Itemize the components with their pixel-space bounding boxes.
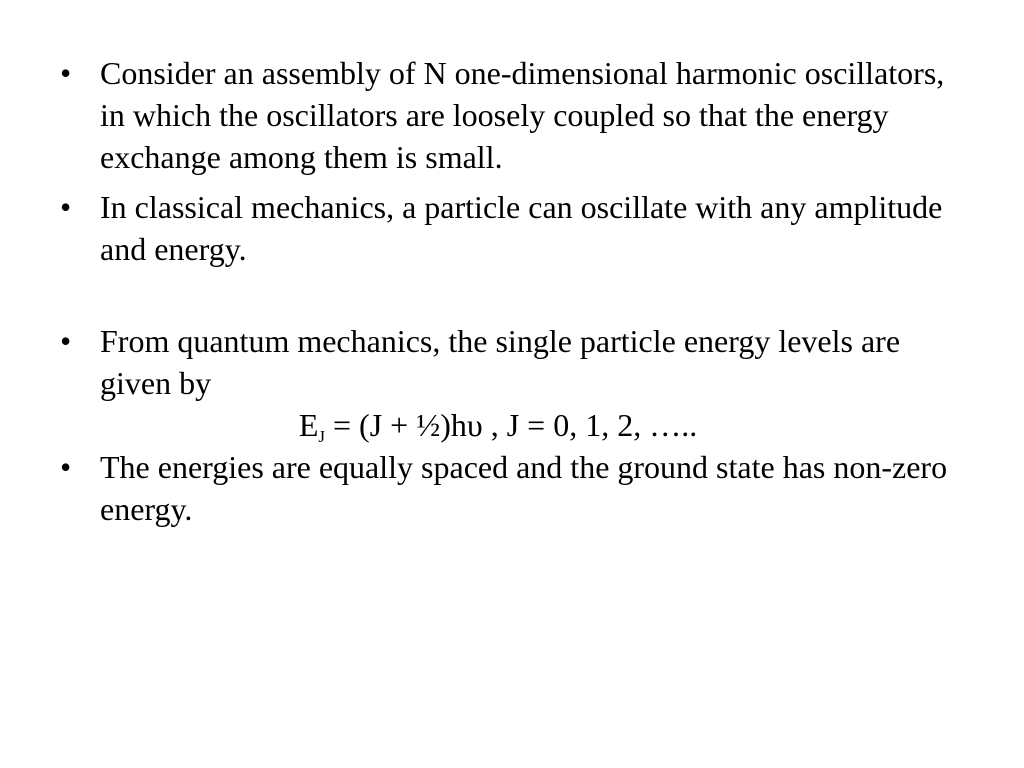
bullet-item-energies (58, 446, 958, 530)
equation-subscript: J (318, 427, 325, 446)
bullet-item-quantum (58, 320, 958, 404)
bullet-list (58, 52, 958, 530)
bullet-marker: • (60, 189, 72, 225)
equation-symbol: E (298, 407, 319, 443)
bullet-item-assembly (58, 52, 958, 178)
bullet-item-classical (58, 186, 958, 270)
bullet-marker: • (60, 55, 72, 91)
energy-equation (58, 404, 958, 446)
bullet-text: From quantum mechanics, the single particle energy levels are given by (100, 323, 901, 401)
bullet-marker: • (60, 323, 72, 359)
equation-rhs: = (J + ½)hυ , J = 0, 1, 2, ….. (324, 407, 698, 443)
equation-body (299, 404, 697, 446)
bullet-text: Consider an assembly of N one-dimensional harmonic oscillators, in which the oscillators are loosely coupled so that the energy exchange among them is small. (100, 55, 945, 175)
bullet-marker: • (60, 449, 72, 485)
spacer (58, 178, 958, 186)
bullet-text: In classical mechanics, a particle can oscillate with any amplitude and energy. (100, 189, 943, 267)
bullet-text: The energies are equally spaced and the ground state has non-zero energy. (100, 449, 948, 527)
spacer (58, 270, 958, 320)
